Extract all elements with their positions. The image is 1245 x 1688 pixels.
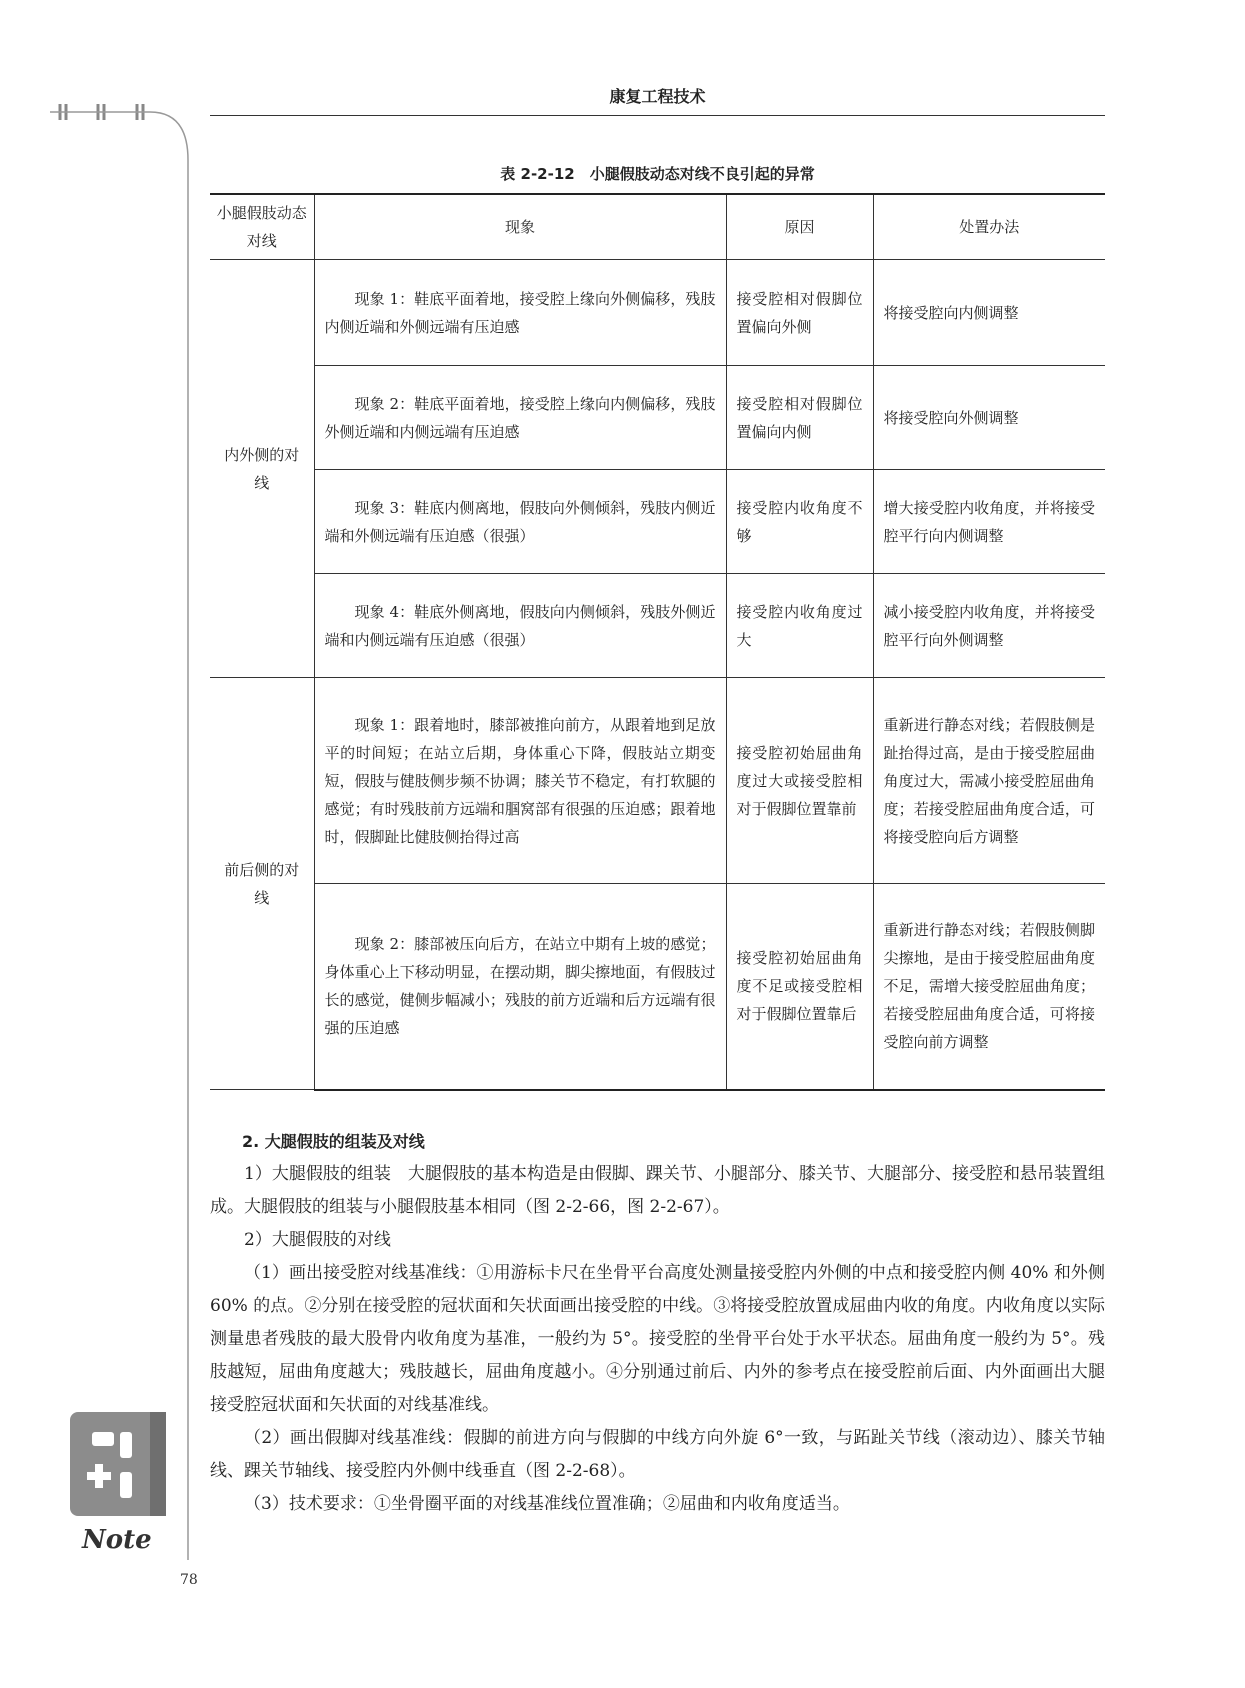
table-caption: 表 2-2-12 小腿假肢动态对线不良引起的异常: [500, 165, 815, 183]
fix-cell: 将接受腔向内侧调整: [873, 260, 1105, 366]
symptom-cell: 现象 2：膝部被压向后方，在站立中期有上坡的感觉；身体重心上下移动明显，在摆动期，脚尖擦地面，有假肢过长的感觉，健侧步幅减小；残肢的前方近端和后方远端有很强的压迫感: [314, 884, 726, 1090]
section-heading: 2. 大腿假肢的组装及对线: [242, 1132, 425, 1151]
cause-cell: 接受腔相对假脚位置偏向内侧: [726, 366, 873, 470]
paragraph: 1）大腿假肢的组装 大腿假肢的基本构造是由假脚、踝关节、小腿部分、膝关节、大腿部分、接受腔和悬吊装置组成。大腿假肢的组装与小腿假肢基本相同（图 2-2-66，图 2-2-67）。: [210, 1164, 1105, 1217]
symptom-cell: 现象 1：鞋底平面着地，接受腔上缘向外侧偏移，残肢内侧近端和外侧远端有压迫感: [314, 260, 726, 366]
symptom-cell: 现象 4：鞋底外侧离地，假肢向内侧倾斜，残肢外侧近端和内侧远端有压迫感（很强）: [314, 574, 726, 678]
paragraph: （1）画出接受腔对线基准线：①用游标卡尺在坐骨平台高度处测量接受腔内外侧的中点和接受腔内侧 40% 和外侧 60% 的点。②分别在接受腔的冠状面和矢状面画出接受腔的中线。③将接受腔放置成屈曲内收的角度。内收角度以实际测量患者残肢的最大股骨内收角度为基准，一般约为 5°。接受腔的坐骨平台处于水平状态。屈曲角度一般约为 5°。残肢越短，屈曲角度越大；残肢越长，屈曲角度越小。④分别通过前后、内外的参考点在接受腔前后面、内外面画出大腿接受腔冠状面和矢状面的对线基准线。: [210, 1263, 1105, 1415]
header-fix: 处置办法: [873, 194, 1105, 260]
notebook-icon: [70, 1412, 166, 1516]
table-header-row: [210, 194, 1105, 260]
symptom-cell: 现象 2：鞋底平面着地，接受腔上缘向内侧偏移，残肢外侧近端和内侧远端有压迫感: [314, 366, 726, 470]
alignment-table: [210, 193, 1105, 1091]
cause-cell: 接受腔相对假脚位置偏向外侧: [726, 260, 873, 366]
fix-cell: 重新进行静态对线；若假肢侧脚尖擦地，是由于接受腔屈曲角度不足，需增大接受腔屈曲角度；若接受腔屈曲角度合适，可将接受腔向前方调整: [873, 884, 1105, 1090]
table-row: [210, 574, 1105, 678]
header-cause: 原因: [726, 194, 873, 260]
table-row: [210, 470, 1105, 574]
header-alignment: 小腿假肢动态对线: [210, 194, 314, 260]
symptom-cell: 现象 1：跟着地时，膝部被推向前方，从跟着地到足放平的时间短；在站立后期，身体重心下降，假肢站立期变短，假肢与健肢侧步频不协调；膝关节不稳定，有打软腿的感觉；有时残肢前方远端和腘窝部有很强的压迫感；跟着地时，假脚趾比健肢侧抬得过高: [314, 678, 726, 884]
paragraph: （2）画出假脚对线基准线：假脚的前进方向与假脚的中线方向外旋 6°一致，与跖趾关节线（滚动边）、膝关节轴线、踝关节轴线、接受腔内外侧中线垂直（图 2-2-68）。: [210, 1428, 1105, 1481]
margin-line: [50, 112, 188, 1560]
cause-cell: 接受腔内收角度过大: [726, 574, 873, 678]
header-rule: [210, 115, 1105, 116]
page-number: 78: [180, 1572, 198, 1588]
fix-cell: 将接受腔向外侧调整: [873, 366, 1105, 470]
body-text: [210, 1125, 1105, 1521]
margin-decoration: [0, 0, 200, 1688]
category-anteroposterior: 前后侧的对线: [210, 678, 314, 1090]
table-row: [210, 678, 1105, 884]
fix-cell: 增大接受腔内收角度，并将接受腔平行向内侧调整: [873, 470, 1105, 574]
table-row: [210, 366, 1105, 470]
running-head: 康复工程技术: [609, 87, 706, 106]
symptom-cell: 现象 3：鞋底内侧离地，假肢向外侧倾斜，残肢内侧近端和外侧远端有压迫感（很强）: [314, 470, 726, 574]
fix-cell: 重新进行静态对线；若假肢侧是趾抬得过高，是由于接受腔屈曲角度过大，需减小接受腔屈曲角度；若接受腔屈曲角度合适，可将接受腔向后方调整: [873, 678, 1105, 884]
cause-cell: 接受腔初始屈曲角度过大或接受腔相对于假脚位置靠前: [726, 678, 873, 884]
category-mediolateral: 内外侧的对线: [210, 260, 314, 678]
header-symptom: 现象: [314, 194, 726, 260]
cause-cell: 接受腔初始屈曲角度不足或接受腔相对于假脚位置靠后: [726, 884, 873, 1090]
table-row: [210, 260, 1105, 366]
fix-cell: 减小接受腔内收角度，并将接受腔平行向外侧调整: [873, 574, 1105, 678]
paragraph: （3）技术要求：①坐骨圈平面的对线基准线位置准确；②屈曲和内收角度适当。: [244, 1494, 850, 1514]
table-row: [210, 884, 1105, 1090]
paragraph: 2）大腿假肢的对线: [244, 1230, 391, 1250]
cause-cell: 接受腔内收角度不够: [726, 470, 873, 574]
note-label: Note: [82, 1525, 152, 1555]
